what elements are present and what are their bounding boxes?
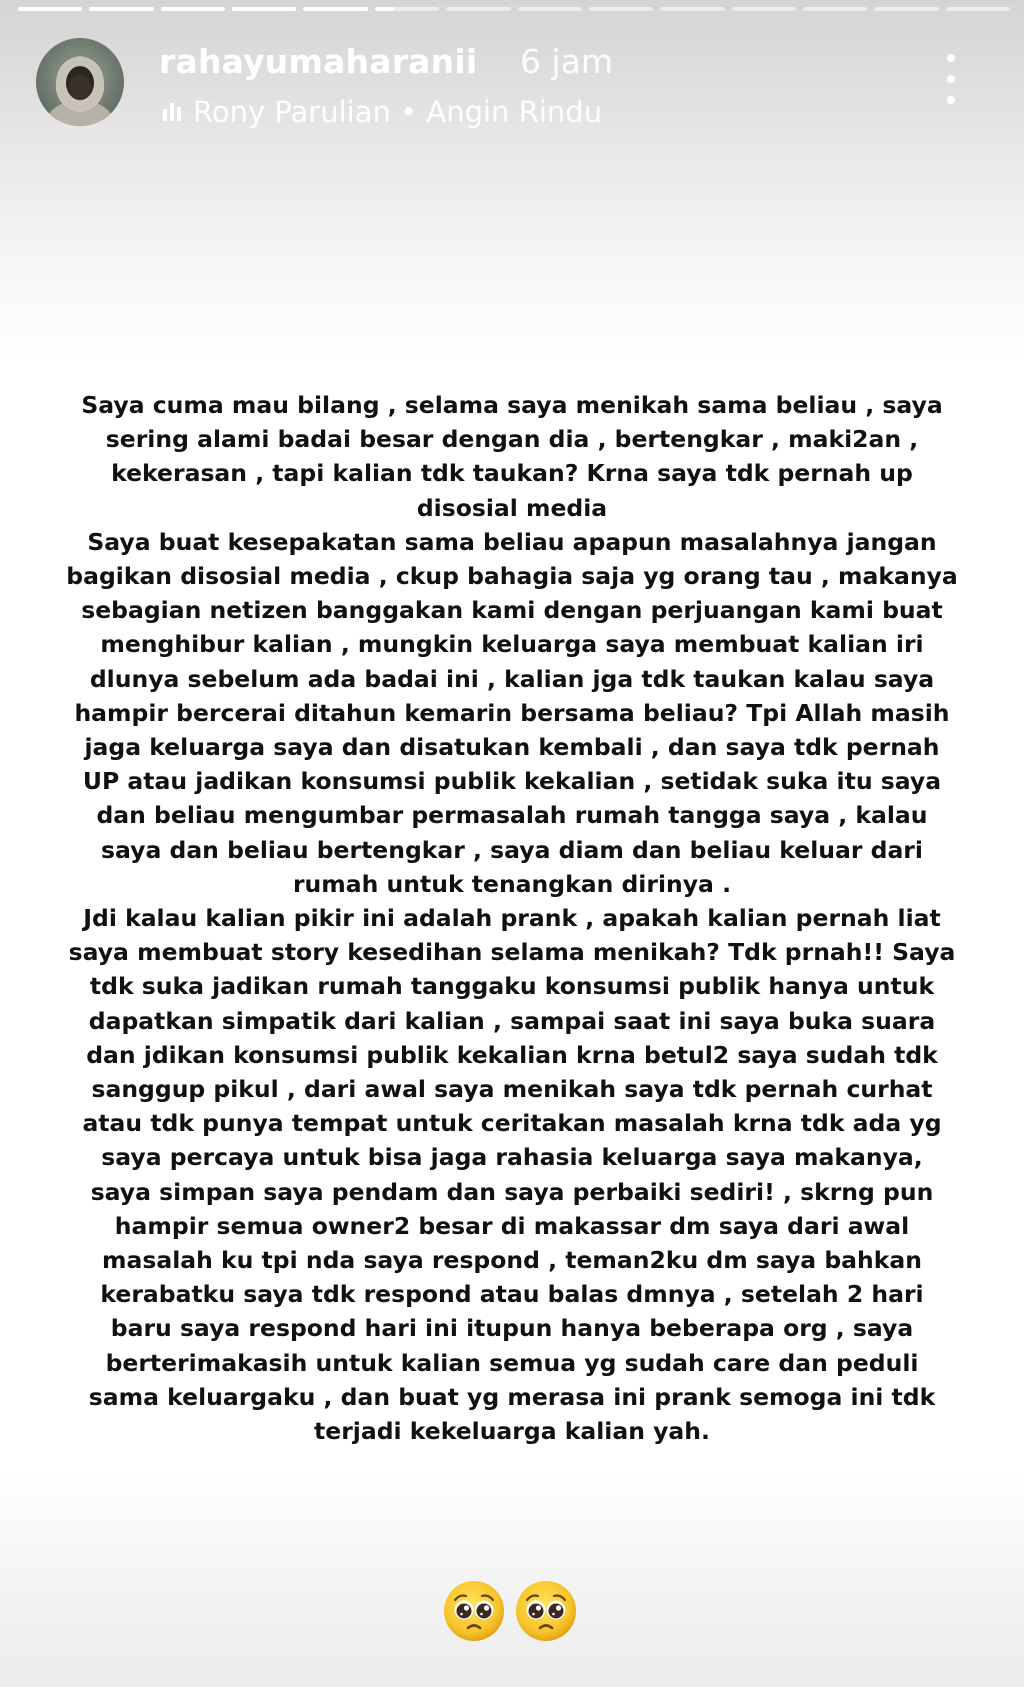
story-text-line: sering alami badai besar dengan dia , bertengkar , maki2an ,	[105, 425, 919, 454]
progress-segment	[89, 7, 153, 11]
story-text-line: sanggup pikul , dari awal saya menikah saya tdk pernah curhat	[91, 1075, 933, 1104]
story-text-line: Jdi kalau kalian pikir ini adalah prank , apakah kalian pernah liat	[83, 904, 941, 933]
progress-segment-fill	[161, 7, 225, 11]
progress-segment-fill	[89, 7, 153, 11]
progress-segment	[589, 7, 653, 11]
story-text-line: saya percaya untuk bisa jaga rahasia keluarga saya makanya,	[101, 1143, 923, 1172]
story-text-line: saya dan beliau bertengkar , saya diam dan beliau keluar dari	[101, 835, 923, 864]
story-progress-bar	[18, 7, 1010, 11]
story-text-line: saya membuat story kesedihan selama menikah? Tdk prnah!! Saya	[68, 938, 956, 967]
progress-segment	[660, 7, 724, 11]
music-label: Rony Parulian • Angin Rindu	[193, 95, 603, 129]
username[interactable]: rahayumaharanii	[159, 42, 478, 81]
story-text-line: atau tdk punya tempat untuk ceritakan masalah krna tdk ada yg	[82, 1109, 942, 1138]
story-text-line: sama keluargaku , dan buat yg merasa ini prank semoga ini tdk	[88, 1382, 936, 1411]
music-sticker[interactable]	[163, 95, 602, 129]
progress-segment-fill	[18, 7, 82, 11]
story-text-line: dan jdikan konsumsi publik kekalian krna betul2 saya sudah tdk	[86, 1040, 938, 1069]
more-options-icon[interactable]	[944, 54, 958, 104]
story-text-line: hampir semua owner2 besar di makassar dm saya dari awal	[114, 1211, 910, 1240]
story-text-line: saya simpan saya pendam dan saya perbaiki sediri! , skrng pun	[90, 1177, 934, 1206]
story-text-line: masalah ku tpi nda saya respond , teman2ku dm saya bahkan	[102, 1246, 922, 1275]
story-text-line: baru saya respond hari ini itupun hanya beberapa org , saya	[110, 1314, 914, 1343]
progress-segment	[375, 7, 439, 11]
progress-segment	[232, 7, 296, 11]
progress-segment-fill	[232, 7, 296, 11]
post-time: 6 jam	[520, 42, 614, 81]
story-text-line: Saya buat kesepakatan sama beliau apapun masalahnya jangan	[87, 527, 937, 556]
story-text-line: bagikan disosial media , ckup bahagia saja yg orang tau , makanya	[66, 562, 958, 591]
story-text-line: disosial media	[416, 493, 608, 522]
avatar-photo	[36, 38, 124, 126]
story-text-line: rumah untuk tenangkan dirinya .	[292, 869, 732, 898]
progress-segment	[874, 7, 938, 11]
music-bars-icon	[163, 103, 181, 121]
avatar[interactable]	[36, 38, 124, 126]
progress-segment	[303, 7, 367, 11]
story-text-line: UP atau jadikan konsumsi publik kekalian , setidak suka itu saya	[82, 767, 942, 796]
story-text-line: tdk suka jadikan rumah tanggaku konsumsi publik hanya untuk	[89, 972, 935, 1001]
progress-segment	[518, 7, 582, 11]
story-text-line: kekerasan , tapi kalian tdk taukan? Krna saya tdk pernah up	[111, 459, 913, 488]
story-text-line: dan beliau mengumbar permasalah rumah tangga saya , kalau	[96, 801, 928, 830]
story-text-line: terjadi kekeluarga kalian yah.	[314, 1417, 710, 1446]
progress-segment-fill	[303, 7, 367, 11]
story-header	[36, 38, 988, 128]
progress-segment	[446, 7, 510, 11]
story-text-line: dapatkan simpatik dari kalian , sampai saat ini saya buka suara	[88, 1006, 936, 1035]
progress-segment	[946, 7, 1010, 11]
story-text-line: jaga keluarga saya dan disatukan kembali , dan saya tdk pernah	[84, 733, 940, 762]
progress-segment	[161, 7, 225, 11]
story-text-line: hampir bercerai ditahun kemarin bersama beliau? Tpi Allah masih	[74, 698, 950, 727]
story-text-line: dlunya sebelum ada badai ini , kalian jga tdk taukan kalau saya	[89, 664, 935, 693]
emoji-row	[441, 1578, 579, 1644]
pleading-face-icon	[513, 1578, 579, 1644]
pleading-face-icon	[441, 1578, 507, 1644]
story-text-line: kerabatku saya tdk respond atau balas dmnya , setelah 2 hari	[100, 1280, 924, 1309]
story-text-line: Saya cuma mau bilang , selama saya menikah sama beliau , saya	[81, 391, 943, 419]
story-text-line: sebagian netizen banggakan kami dengan perjuangan kami buat	[81, 596, 943, 625]
progress-segment	[803, 7, 867, 11]
progress-segment	[18, 7, 82, 11]
story-text-line: menghibur kalian , mungkin keluarga saya membuat kalian iri	[100, 630, 924, 659]
story-text-line: berterimakasih untuk kalian semua yg sudah care dan peduli	[105, 1348, 919, 1377]
progress-segment	[732, 7, 796, 11]
story-text	[28, 388, 996, 1448]
progress-segment-fill	[375, 7, 394, 11]
